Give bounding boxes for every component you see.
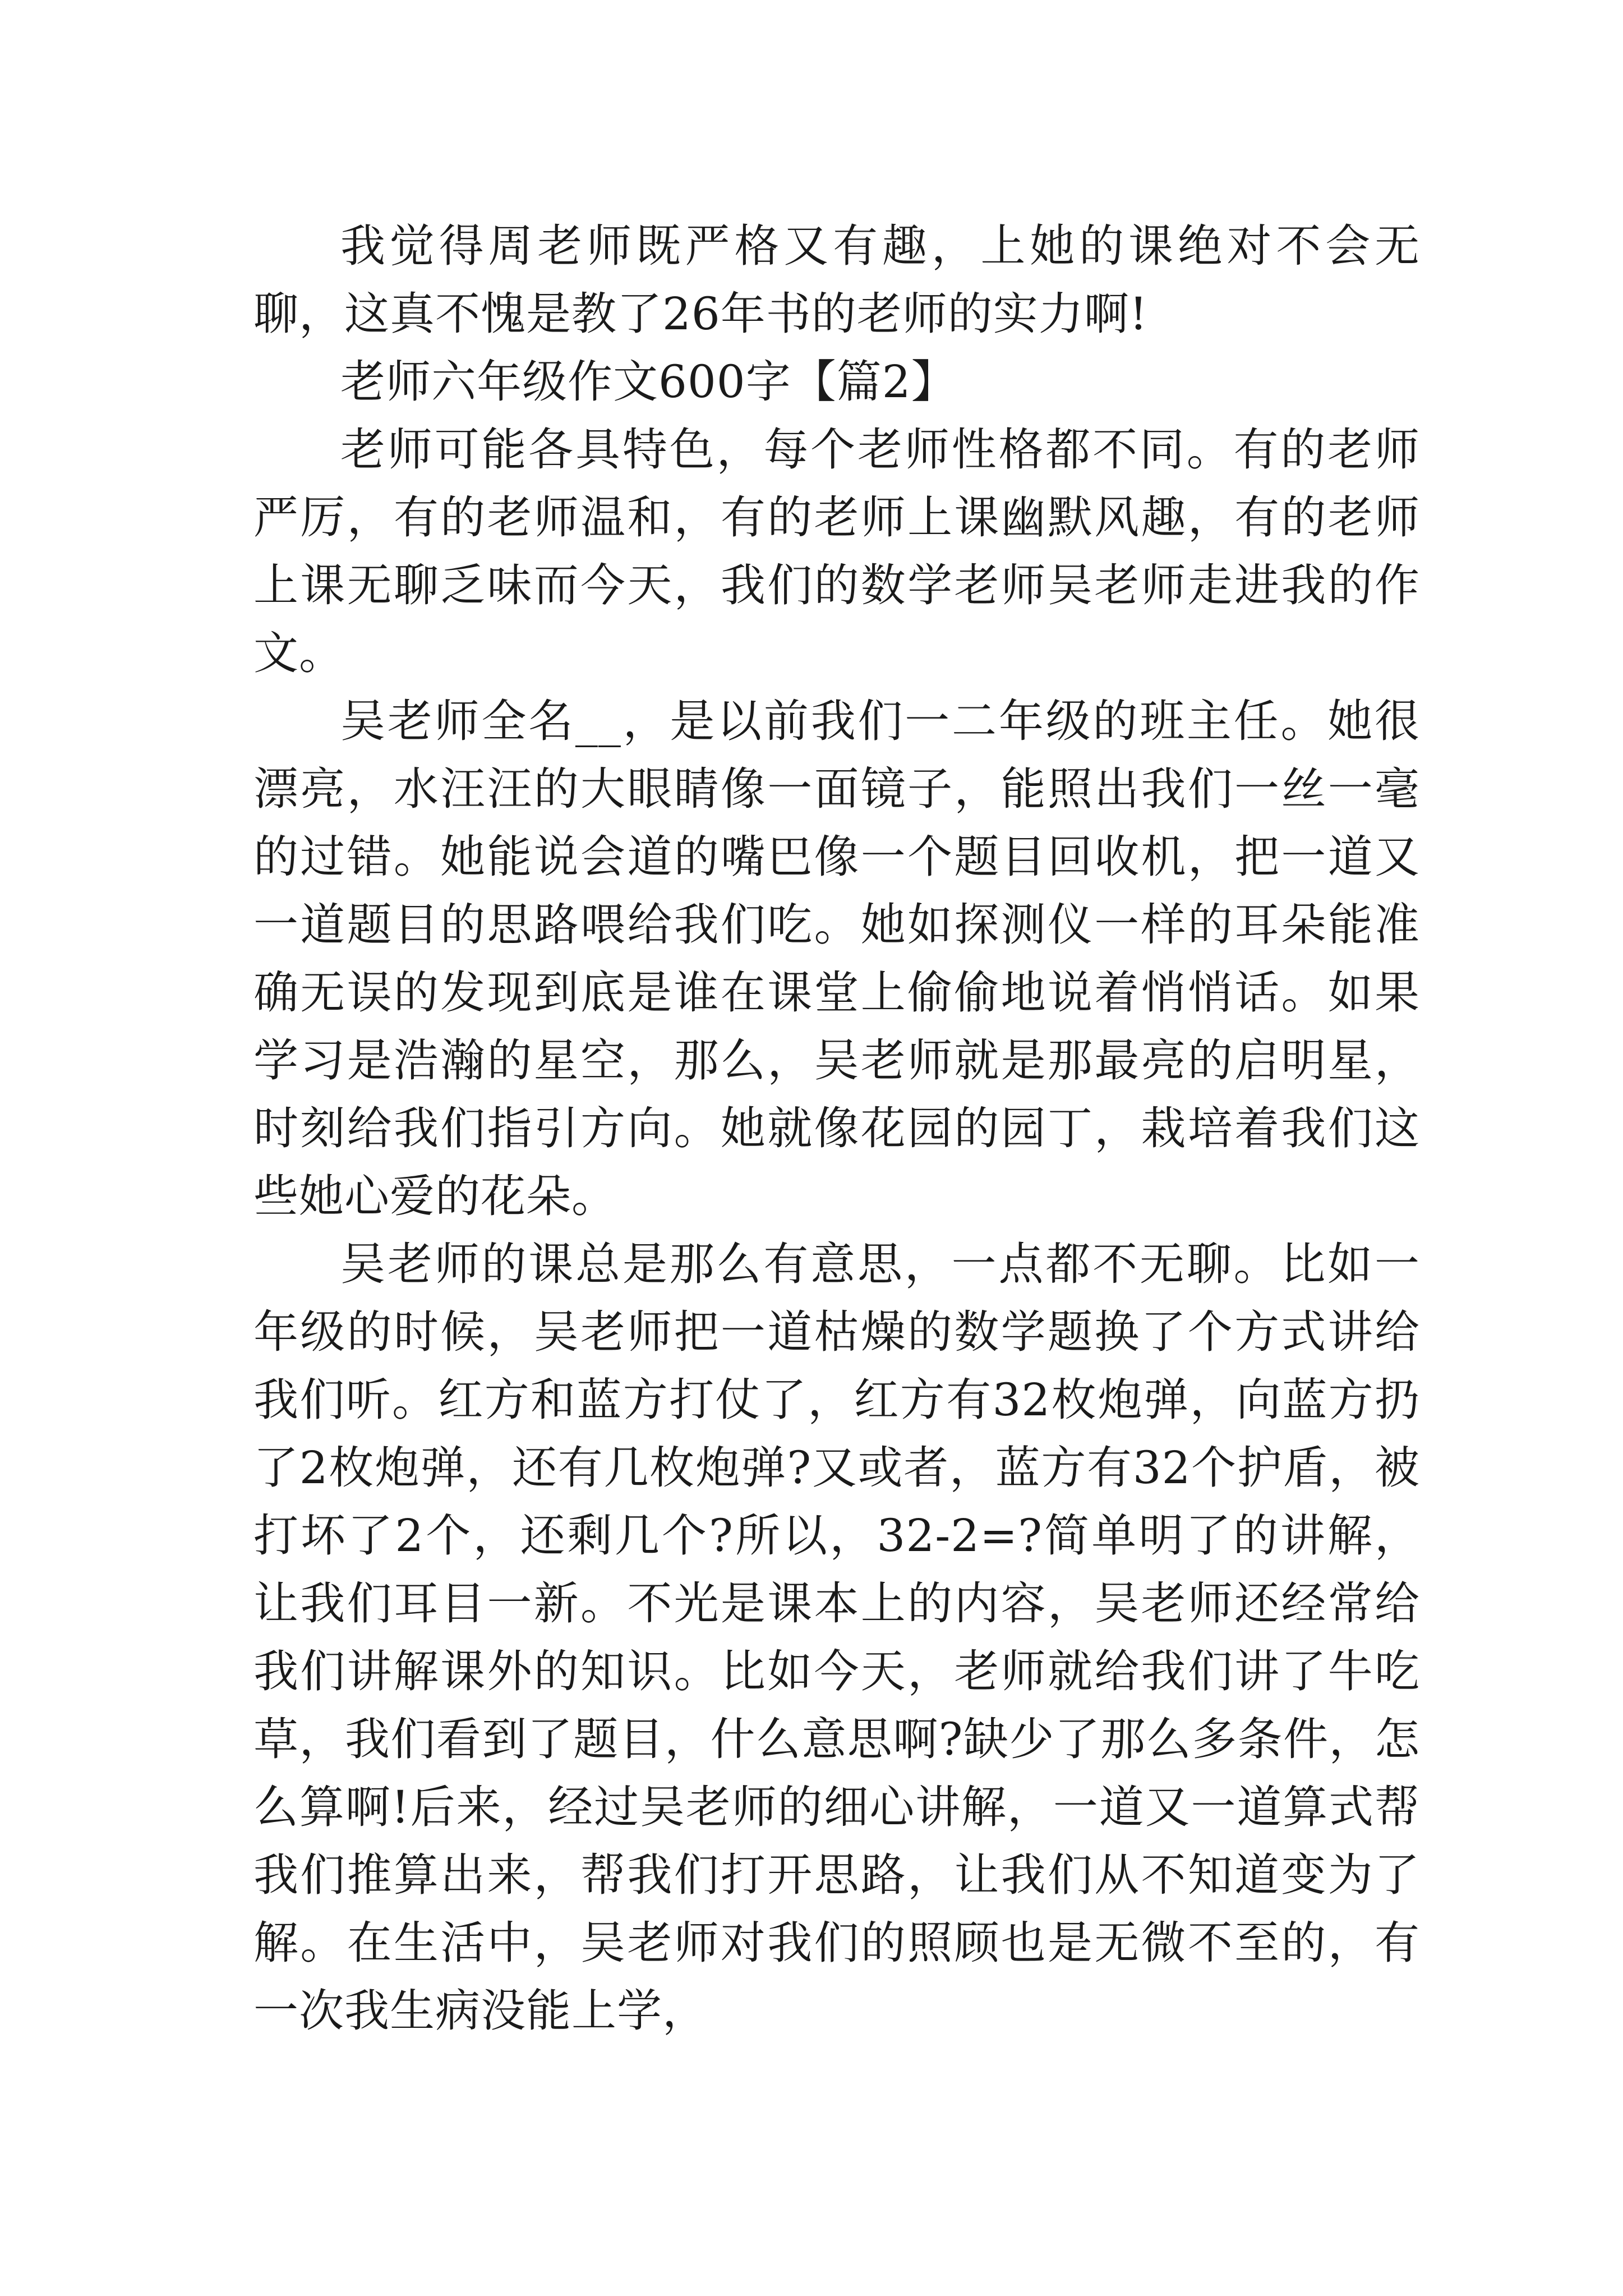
paragraph-lessons: 吴老师的课总是那么有意思，一点都不无聊。比如一年级的时候，吴老师把一道枯燥的数学题换了个方式讲给我们听。红方和蓝方打仗了，红方有32枚炮弹，向蓝方扔了2枚炮弹，还有几枚炮弹?又或者，蓝方有32个护盾，被打坏了2个，还剩几个?所以，32-2=?简单明了的讲解，让我们耳目一新。不光是课本上的内容，吴老师还经常给我们讲解课外的知识。比如今天，老师就给我们讲了牛吃草，我们看到了题目，什么意思啊?缺少了那么多条件，怎么算啊!后来，经过吴老师的细心讲解，一道又一道算式帮我们推算出来，帮我们打开思路，让我们从不知道变为了解。在生活中，吴老师对我们的照顾也是无微不至的，有一次我生病没能上学，: [253, 1238, 1420, 2037]
paragraph-conclusion: 我觉得周老师既严格又有趣，上她的课绝对不会无聊，这真不愧是教了26年书的老师的实力啊!: [253, 220, 1420, 340]
document-body: [253, 212, 1420, 2045]
paragraph-description: 吴老师全名__，是以前我们一二年级的班主任。她很漂亮，水汪汪的大眼睛像一面镜子，能照出我们一丝一毫的过错。她能说会道的嘴巴像一个题目回收机，把一道又一道题目的思路喂给我们吃。她如探测仪一样的耳朵能准确无误的发现到底是谁在课堂上偷偷地说着悄悄话。如果学习是浩瀚的星空，那么，吴老师就是那最亮的启明星，时刻给我们指引方向。她就像花园的园丁，栽培着我们这些她心爱的花朵。: [253, 695, 1420, 1222]
section-heading: 老师六年级作文600字【篇2】: [340, 356, 957, 408]
paragraph-intro: 老师可能各具特色，每个老师性格都不同。有的老师严厉，有的老师温和，有的老师上课幽默风趣，有的老师上课无聊乏味而今天，我们的数学老师吴老师走进我的作文。: [253, 424, 1420, 679]
